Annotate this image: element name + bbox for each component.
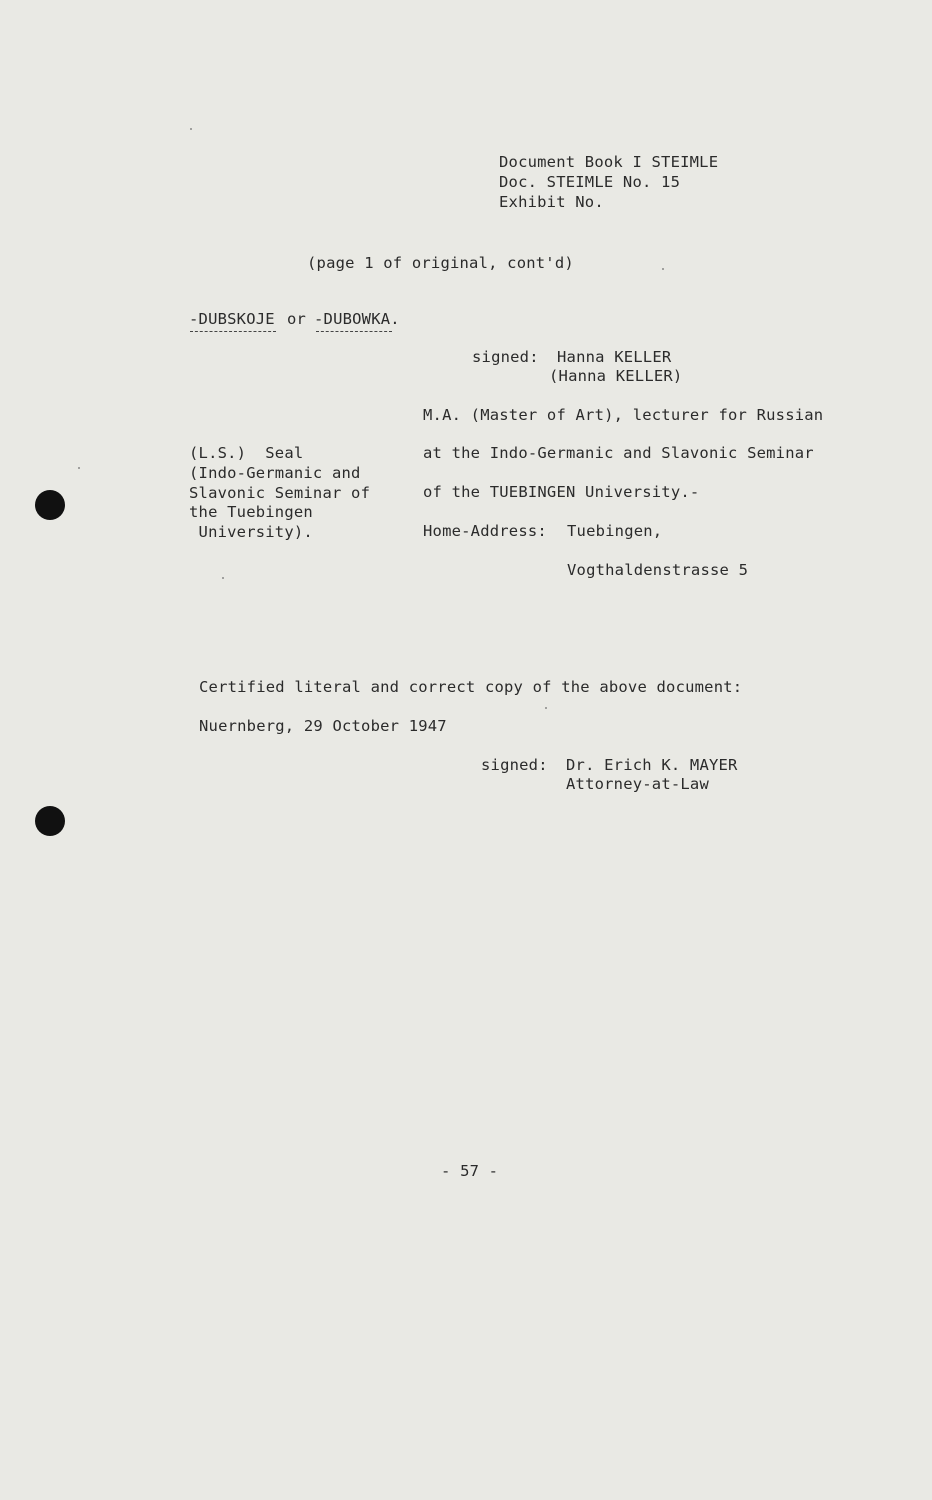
place-name-2-underline — [316, 331, 392, 332]
credentials-line: at the Indo-Germanic and Slavonic Seminar — [423, 444, 814, 462]
punch-hole — [35, 490, 65, 520]
seal-line: the Tuebingen — [189, 503, 313, 521]
place-name-2: -DUBOWKA. — [314, 310, 400, 328]
paper-speck — [545, 707, 547, 709]
paper-speck — [78, 467, 80, 469]
certification-place-date: Nuernberg, 29 October 1947 — [199, 717, 447, 735]
signer-name-parenthetical: (Hanna KELLER) — [549, 367, 683, 385]
seal-line: (Indo-Germanic and — [189, 464, 361, 482]
address-label: Home-Address: — [423, 522, 547, 540]
certifier-title: Attorney-at-Law — [566, 775, 709, 793]
place-name-1: -DUBSKOJE — [189, 310, 275, 328]
credentials-line: M.A. (Master of Art), lecturer for Russian — [423, 406, 824, 424]
signed-label: signed: — [472, 348, 539, 366]
place-name-1-underline — [190, 331, 276, 332]
header-exhibit-line: Exhibit No. — [499, 193, 604, 211]
header-doc-line: Doc. STEIMLE No. 15 — [499, 173, 681, 191]
signer-name: Hanna KELLER — [557, 348, 672, 366]
address-city: Tuebingen, — [567, 522, 663, 540]
header-book-line: Document Book I STEIMLE — [499, 153, 719, 171]
paper-speck — [662, 268, 664, 270]
seal-line: University). — [189, 523, 313, 541]
certification-signed-label: signed: — [481, 756, 548, 774]
seal-line: Slavonic Seminar of — [189, 484, 371, 502]
page-number: - 57 - — [441, 1162, 499, 1180]
place-connector: or — [287, 310, 307, 328]
punch-hole — [35, 806, 65, 836]
certification-statement: Certified literal and correct copy of the above document: — [199, 678, 743, 696]
continuation-note: (page 1 of original, cont'd) — [307, 254, 574, 272]
seal-line: (L.S.) Seal — [189, 444, 304, 462]
certifier-name: Dr. Erich K. MAYER — [566, 756, 738, 774]
credentials-line: of the TUEBINGEN University.- — [423, 483, 700, 501]
address-street: Vogthaldenstrasse 5 — [567, 561, 749, 579]
paper-speck — [190, 128, 192, 130]
paper-speck — [222, 577, 224, 579]
